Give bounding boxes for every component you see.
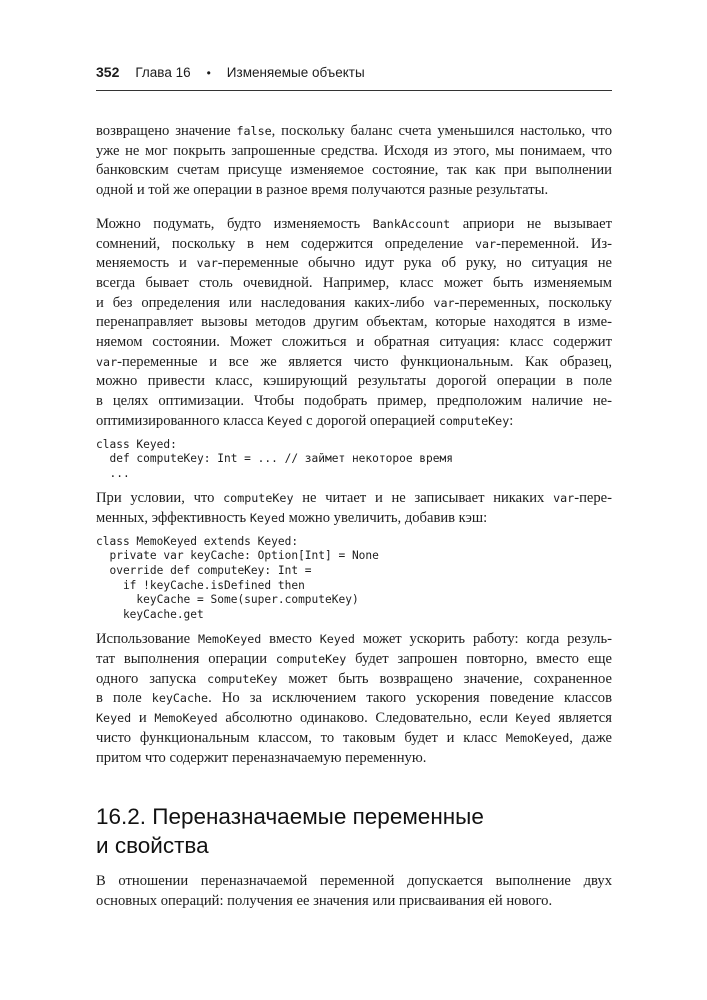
text-line: всегда бывает столь очевидной. Например, класс может быть изменяемым [96, 274, 612, 291]
chapter-title: Изменяемые объекты [226, 65, 365, 80]
text-line: перенаправляет вызовы методов другим объектам, которые находятся в изме- [96, 314, 612, 331]
code-keyed: class Keyed: def computeKey: Int = ... // займет некоторое время ... [96, 437, 453, 480]
text-line: можно привести класс, кэширующий результаты дорогой операции в поле [96, 373, 612, 390]
text-line: меняемость и var-переменные обычно идут рука об руку, но ситуация не [96, 255, 612, 272]
chapter-label: Глава 16 [135, 65, 191, 80]
text-line: возвращено значение false, поскольку баланс счета уменьшился настолько, что [96, 123, 612, 139]
section-heading [96, 802, 612, 860]
header-separator: • [206, 66, 211, 80]
text-line: сомнений, поскольку в нем содержится определение var-переменной. Из- [96, 235, 612, 252]
page-number: 352 [96, 64, 120, 80]
text-line: В отношении переназначаемой переменной допускается выполнение двух [96, 873, 612, 890]
inline-code: Keyed [267, 413, 303, 428]
header-rule [96, 90, 612, 91]
paragraph [96, 489, 612, 528]
text-line: уже не мог покрыть запрошенные средства. Исходя из этого, мы понимаем, что [96, 142, 612, 159]
inline-code: Keyed [96, 711, 132, 726]
text-line: чисто функциональным классом, то таковым будет и класс MemoKeyed, даже [96, 729, 612, 746]
text-line: в целях оптимизации. Чтобы подобрать пример, предположим наличие не- [96, 393, 612, 410]
text-line: основных операций: получения ее значения или присваивания ей нового. [96, 892, 553, 909]
text-line: няемом состоянии. Может сложиться и обратная ситуация: класс содержит [96, 334, 612, 351]
text-line: одного запуска computeKey может быть возвращено значение, сохраненное [96, 670, 612, 687]
inline-code: computeKey [207, 671, 278, 686]
text-line: в поле keyCache. Но за исключением такого ускорения поведение классов [96, 690, 612, 707]
text-line: Keyed и MemoKeyed абсолютно одинаково. Следовательно, если Keyed является [96, 710, 612, 727]
inline-code: var [474, 236, 497, 251]
code-block [96, 529, 612, 631]
text-line: одной и той же операции в разное время получаются разные результаты. [96, 182, 549, 199]
paragraph [96, 630, 612, 768]
section-heading-line2: и свойства [96, 833, 209, 859]
inline-code: false [236, 124, 272, 138]
inline-code: var [433, 295, 455, 310]
text-line: Можно подумать, будто изменяемость BankAccount априори не вызывает [96, 215, 612, 232]
inline-code: MemoKeyed [505, 730, 570, 745]
page-body [96, 122, 612, 912]
text-line: Использование MemoKeyed вместо Keyed может ускорить работу: когда резуль- [96, 631, 612, 648]
inline-code: var [96, 354, 118, 369]
text-line: притом что содержит переназначаемую переменную. [96, 749, 427, 766]
inline-code: Keyed [515, 711, 551, 726]
inline-code: computeKey [223, 491, 294, 506]
inline-code: keyCache [151, 691, 209, 706]
inline-code: MemoKeyed [154, 711, 218, 726]
running-header [96, 64, 612, 80]
text-line: и без определения или наследования каких-либо var-переменных, поскольку [96, 294, 612, 311]
section-heading-line1: 16.2. Переназначаемые переменные [96, 804, 484, 830]
inline-code: Keyed [319, 632, 355, 647]
text-line: менных, эффективность Keyed можно увеличить, добавив кэш: [96, 510, 488, 527]
text-line: var-переменные и все же является чисто функциональным. Как образец, [96, 353, 612, 370]
inline-code: BankAccount [372, 216, 451, 231]
text-line: оптимизированного класса Keyed с дорогой операцией computeKey: [96, 412, 514, 429]
inline-code: MemoKeyed [197, 632, 262, 647]
text-line: При условии, что computeKey не читает и не записывает никаких var-пере- [96, 490, 612, 507]
inline-code: var [196, 256, 218, 271]
paragraph [96, 122, 612, 201]
text-line: банковским счетам присуще изменяемое состояние, так как при выполнении [96, 162, 612, 179]
text-line: тат выполнения операции computeKey будет запрошен повторно, вместо еще [96, 651, 612, 667]
paragraph [96, 872, 612, 911]
inline-code: Keyed [249, 511, 286, 526]
code-memokeyed: class MemoKeyed extends Keyed: private var keyCache: Option[Int] = None override def computeKey: Int = if !keyCache.isDefined then keyCache = Some(super.computeKey) keyCache.get [96, 534, 379, 621]
inline-code: var [553, 491, 575, 506]
inline-code: computeKey [438, 413, 510, 428]
code-block [96, 432, 612, 490]
paragraph [96, 215, 612, 432]
inline-code: computeKey [275, 652, 347, 666]
